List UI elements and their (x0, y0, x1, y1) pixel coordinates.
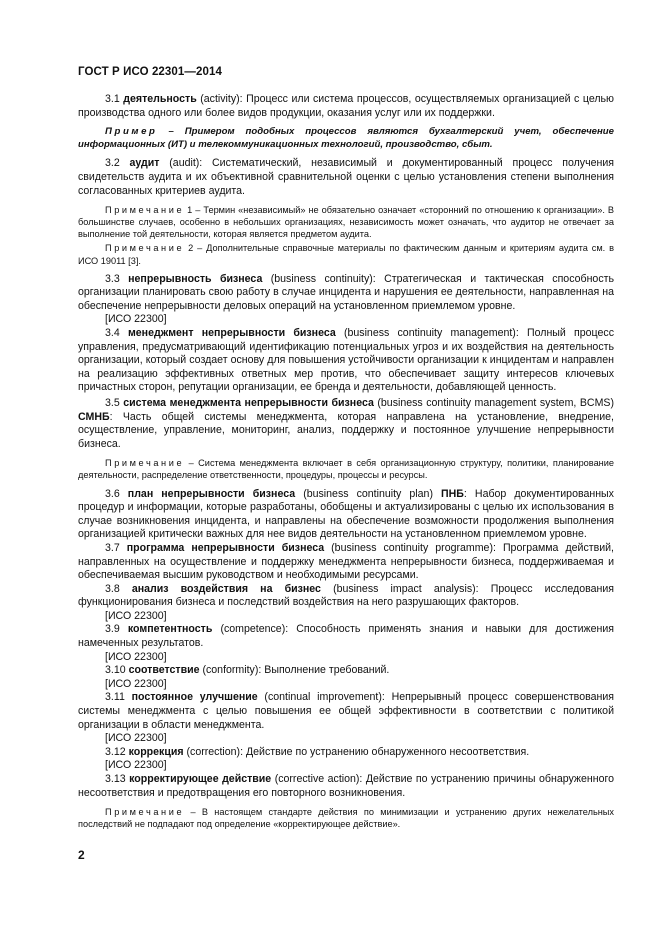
note-text: – В настоящем стандарте действия по минимизации и устранению других нежелательных последствий не подпадают под определение «корректирующее действие». (78, 807, 614, 830)
source-reference: [ИСО 22300] (105, 609, 167, 622)
term-competence: компетентность (127, 623, 213, 636)
clause-number: 3.2 (105, 157, 120, 170)
abbreviation: СМНБ (78, 410, 110, 423)
note-label: Примечание (105, 205, 185, 216)
definition-text: (business impact analysis): Процесс исследования функционирования бизнеса и последствий воздействия на него разрушающих факторов. (78, 582, 614, 609)
definition-3-7 (78, 542, 614, 583)
term-activity: деятельность (123, 93, 197, 105)
note-text: 2 – Дополнительные справочные материалы по фактическим данным и критериям аудита см. в ИСО 19011 [3]. (78, 243, 614, 266)
note-3-13 (78, 806, 614, 830)
clause-number: 3.11 (105, 691, 125, 704)
source-reference: [ИСО 22300] (105, 313, 167, 326)
note-3-5 (78, 457, 614, 481)
abbreviation: ПНБ (441, 487, 464, 500)
definition-text: : Набор документированных процедур и информации, которые разработаны, обобщены и актуализированы с целью их использования в случае возникновения инцидента, и направлены на обеспечение возможности продолжения выполнения организацией критически важных для нее видов деятельности на установленном приемлемом уровне. (78, 487, 614, 541)
definition-3-13 (78, 773, 614, 800)
clause-number: 3.1 (105, 93, 120, 105)
definition-text: (business continuity management system, BCMS) (373, 396, 614, 409)
note-label: Примечание (105, 807, 185, 818)
term-bc-programme: программа непрерывности бизнеса (126, 541, 325, 554)
term-correction: коррекция (128, 745, 184, 758)
document-body (78, 93, 614, 830)
definition-3-9 (78, 623, 614, 650)
term-bcms: система менеджмента непрерывности бизнеса (123, 396, 374, 409)
definition-3-6 (78, 488, 614, 542)
clause-number: 3.4 (105, 327, 120, 339)
example-label: Пример (105, 126, 158, 138)
term-business-continuity: непрерывность бизнеса (128, 272, 263, 285)
definition-3-8 (78, 583, 614, 610)
definition-3-5 (78, 397, 614, 451)
clause-number: 3.7 (105, 541, 120, 554)
definition-3-10 (78, 664, 614, 678)
definition-text: (business continuity plan) (295, 487, 442, 500)
definition-text: (continual improvement): Непрерывный процесс совершенствования системы менеджмента с целью повышения ее общей эффективности в соответствии с политикой организации в области менеджмента. (78, 691, 614, 731)
term-bcp: план непрерывности бизнеса (127, 487, 296, 500)
term-audit: аудит (129, 157, 160, 170)
term-continual-improvement: постоянное улучшение (131, 691, 258, 704)
definition-text: (conformity): Выполнение требований. (199, 664, 390, 677)
definition-text: (business continuity management): Полный процесс управления, предусматривающий идентификацию потенциальных угроз и их воздействия на деятельность организации, который создает основу для повышения устойчивости организации к инцидентам и направлен на реализацию эффективных ответных мер против, что обеспечивает защиту интересов ключевых причастных сторон, репутации организации, ее бренда и деятельности, добавляющей ценность. (78, 327, 614, 394)
clause-number: 3.6 (105, 487, 120, 500)
source-reference: [ИСО 22300] (105, 732, 167, 745)
source-reference: [ИСО 22300] (105, 677, 167, 690)
page-number: 2 (78, 848, 85, 862)
clause-number: 3.5 (105, 396, 120, 409)
definition-text: (activity): Процесс или система процессов, осуществляемых организацией с целью производства одного или более видов продукции, оказания услуг или их поддержки. (78, 93, 615, 119)
definition-3-3 (78, 273, 614, 314)
note-3-2-1 (78, 204, 614, 240)
note-text: 1 – Термин «независимый» не обязательно означает «сторонний по отношению к организации». В большинстве случаев, особенно в небольших организациях, независимость может означать, что аудитор не отвечает за выполнение той деятельности, которая является предметом аудита. (78, 205, 614, 240)
example-text: – Примером подобных процессов являются бухгалтерский учет, обеспечение информационных (ИТ) и телекоммуникационных технологий, производство, сбыт. (78, 126, 614, 150)
term-bia: анализ воздействия на бизнес (131, 582, 321, 595)
definition-3-12 (78, 746, 614, 760)
term-conformity: соответствие (128, 664, 200, 677)
note-label: Примечание (105, 243, 185, 254)
source-reference: [ИСО 22300] (105, 759, 167, 772)
definition-text: (business continuity): Стратегическая и тактическая способность организации планировать свою работу в случае инцидента и нарушения ее деятельности, направленная на обеспечение непрерывности деловых операций на установленном приемлемом уровне. (78, 272, 614, 312)
clause-number: 3.8 (105, 582, 120, 595)
definition-3-11 (78, 691, 614, 732)
clause-number: 3.10 (105, 664, 126, 677)
example-3-1 (78, 126, 614, 151)
definition-text: (audit): Систематический, независимый и документированный процесс получения свидетельств аудита и их объективной сравнительной оценки с целью установления степени выполнения согласованных критериев аудита. (78, 157, 614, 197)
definition-text: (corrective action): Действие по устранению причины обнаруженного несоответствия и предотвращения его повторного возникновения. (78, 773, 615, 799)
clause-number: 3.13 (105, 773, 126, 785)
definition-text: (competence): Способность применять знания и навыки для достижения намеченных результатов. (78, 623, 614, 650)
note-label: Примечание (105, 458, 185, 469)
definition-text: (business continuity programme): Программа действий, направленных на осуществление и поддержку менеджмента непрерывности бизнеса, поддерживаемая и обеспечиваемая высшим руководством и необходимыми ресурсами. (78, 541, 615, 582)
clause-number: 3.9 (105, 623, 120, 636)
definition-3-4 (78, 327, 614, 395)
note-text: – Система менеджмента включает в себя организационную структуру, политики, планирование деятельности, распределение ответственности, процедуры, процессы и ресурсы. (78, 458, 614, 481)
clause-number: 3.12 (105, 745, 126, 758)
document-header: ГОСТ Р ИСО 22301—2014 (78, 66, 223, 78)
definition-text: : Часть общей системы менеджмента, которая направлена на установление, внедрение, осуществление, управление, мониторинг, анализ, поддержку и постоянное улучшение непрерывности бизнеса. (78, 410, 614, 450)
source-reference: [ИСО 22300] (105, 650, 167, 663)
term-corrective-action: корректирующее действие (129, 773, 272, 785)
note-3-2-2 (78, 242, 614, 266)
clause-number: 3.3 (105, 272, 120, 285)
definition-3-2 (78, 157, 614, 198)
definition-3-1 (78, 93, 614, 120)
definition-text: (correction): Действие по устранению обнаруженного несоответствия. (183, 745, 530, 758)
term-bcm: менеджмент непрерывности бизнеса (127, 327, 336, 339)
